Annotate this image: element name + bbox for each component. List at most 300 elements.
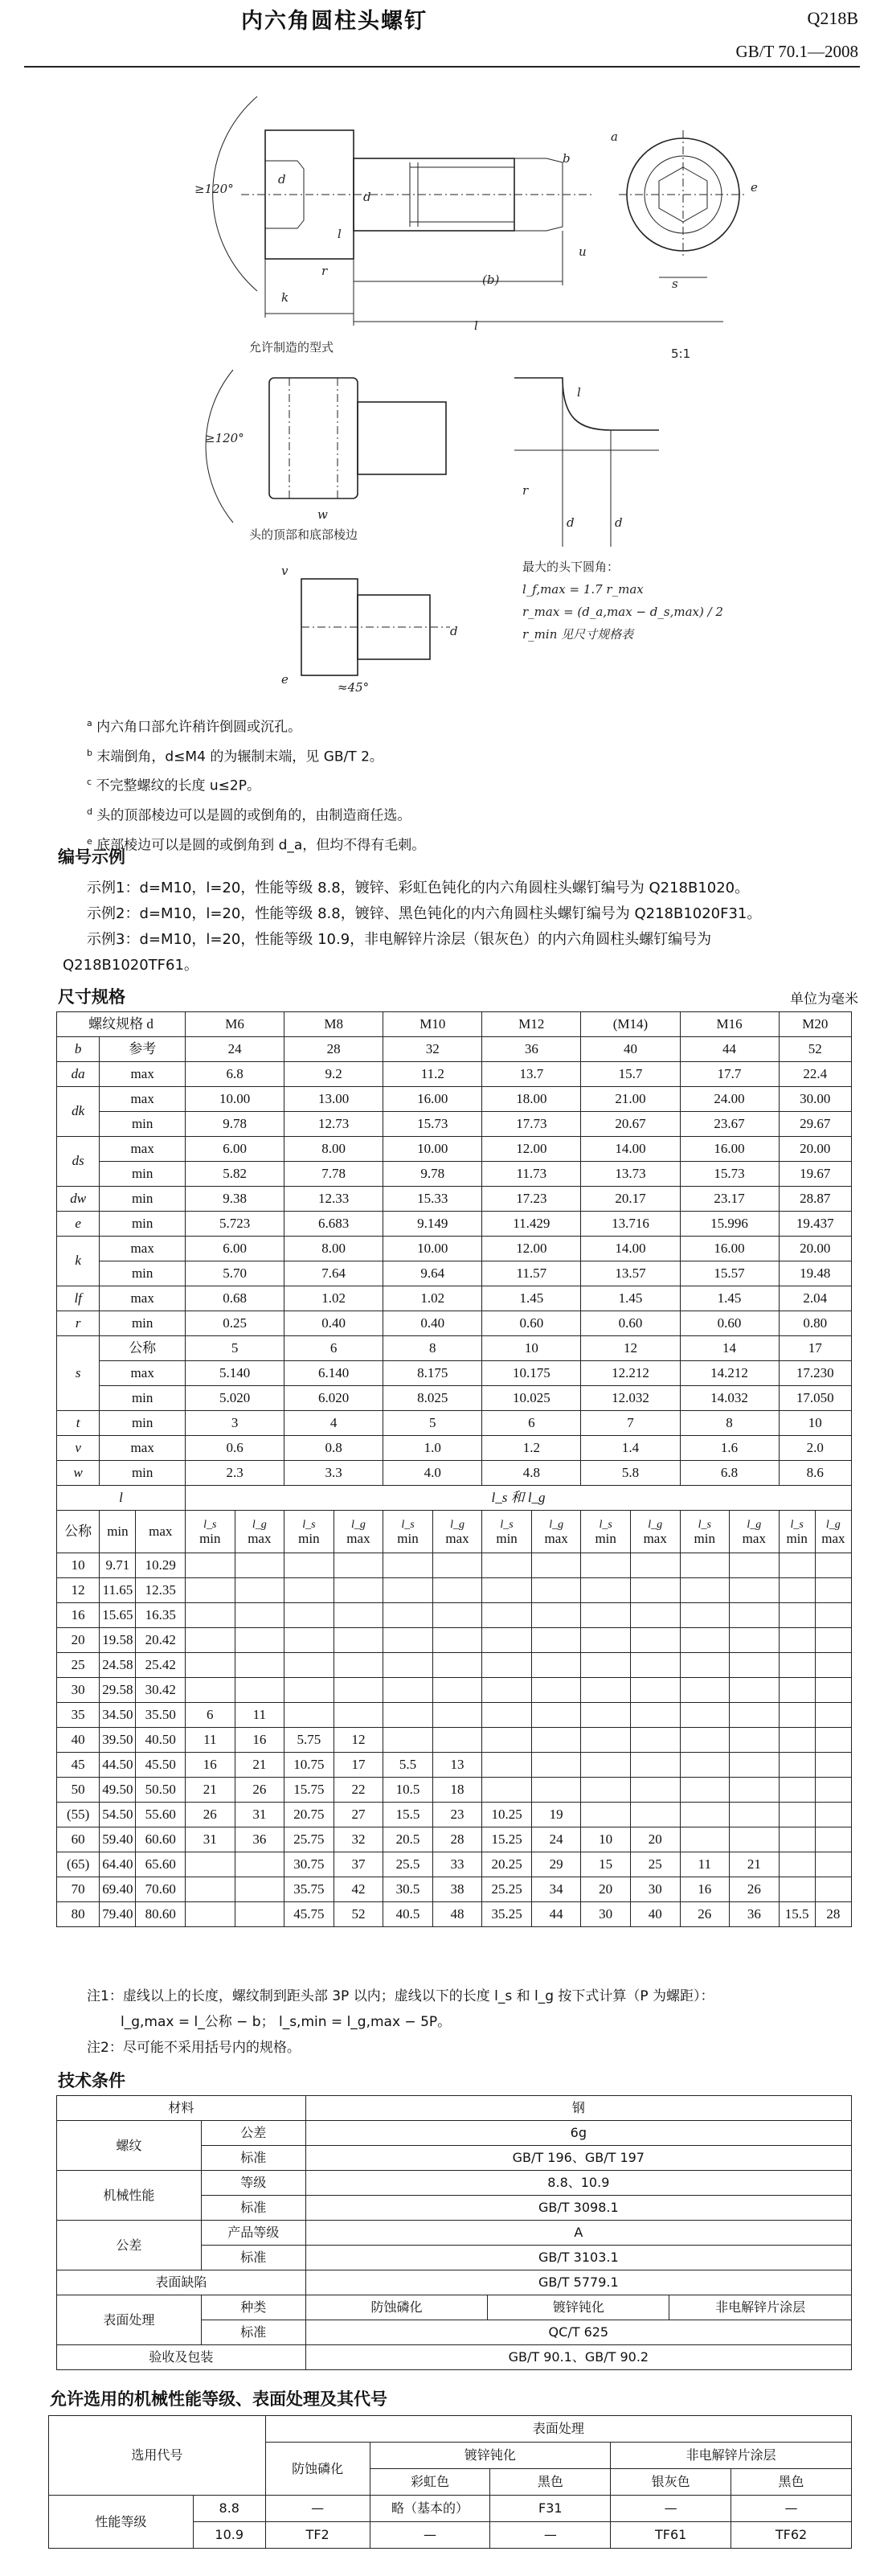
length-row: [57, 1778, 852, 1803]
dimension-value: 2.3: [186, 1461, 284, 1486]
ls-value: [581, 1678, 631, 1703]
ls-value: [383, 1603, 433, 1628]
dimension-qualifier: max: [100, 1436, 186, 1461]
dimension-value: 5: [186, 1336, 284, 1361]
lg-value: [235, 1852, 284, 1877]
dimension-row: [57, 1261, 852, 1286]
lg-value: [334, 1703, 383, 1728]
dimension-qualifier: max: [100, 1286, 186, 1311]
length-value: 80: [57, 1902, 100, 1927]
dimension-value: 0.68: [186, 1286, 284, 1311]
ls-value: [186, 1628, 235, 1653]
lg-value: [531, 1578, 581, 1603]
tech-table: [56, 2095, 852, 2370]
lg-value: [432, 1553, 482, 1578]
length-row: [57, 1877, 852, 1902]
svg-text:l: l: [338, 227, 342, 241]
dimension-value: 23.67: [680, 1112, 779, 1137]
tech-row-tol-grade: 公差 产品等级 A: [57, 2221, 852, 2246]
size-header: M20: [779, 1012, 851, 1037]
ls-value: [680, 1778, 730, 1803]
dimension-value: 15.33: [383, 1187, 482, 1212]
dimension-value: 9.38: [186, 1187, 284, 1212]
svg-text:≈45°: ≈45°: [338, 680, 370, 695]
ls-value: [680, 1703, 730, 1728]
standard-number: GB/T 70.1—2008: [735, 42, 858, 61]
ls-value: [779, 1728, 815, 1753]
lg-value: [531, 1778, 581, 1803]
svg-text:d: d: [567, 515, 575, 530]
ls-value: [581, 1778, 631, 1803]
lg-value: [815, 1603, 851, 1628]
ls-value: 5.75: [284, 1728, 334, 1753]
lg-value: [730, 1678, 780, 1703]
unit-label: 单位为毫米: [790, 991, 858, 1007]
dimension-value: 12.212: [581, 1361, 680, 1386]
dimension-value: 9.2: [284, 1062, 383, 1087]
dimension-value: 28: [284, 1037, 383, 1062]
dimension-value: 28.87: [779, 1187, 851, 1212]
dimension-value: 8.00: [284, 1137, 383, 1162]
lg-max-header: l_g max: [730, 1511, 780, 1553]
dimension-symbol: r: [57, 1311, 100, 1336]
dimension-value: 15.73: [680, 1162, 779, 1187]
ls-value: [779, 1852, 815, 1877]
dimension-value: 18.00: [482, 1087, 581, 1112]
radius-formula-3: r_min 见尺寸规格表: [522, 627, 634, 642]
length-value: 9.71: [100, 1553, 136, 1578]
dimension-qualifier: 公称: [100, 1336, 186, 1361]
dimension-symbol: lf: [57, 1286, 100, 1311]
svg-text:(b): (b): [482, 273, 500, 287]
length-row: [57, 1753, 852, 1778]
ls-value: [383, 1553, 433, 1578]
lg-max-header: l_g max: [815, 1511, 851, 1553]
lg-value: [815, 1553, 851, 1578]
length-value: 60: [57, 1827, 100, 1852]
lg-value: 52: [334, 1902, 383, 1927]
dimension-qualifier: min: [100, 1311, 186, 1336]
length-value: 11.65: [100, 1578, 136, 1603]
ls-value: [680, 1603, 730, 1628]
dimension-value: 6: [284, 1336, 383, 1361]
dimension-value: 13.73: [581, 1162, 680, 1187]
ls-value: [680, 1653, 730, 1678]
ls-min-header: l_s min: [186, 1511, 235, 1553]
length-value: 25.42: [136, 1653, 186, 1678]
ls-value: [284, 1703, 334, 1728]
length-col-header: 公称: [57, 1511, 100, 1553]
dimension-value: 16.00: [383, 1087, 482, 1112]
size-header: M16: [680, 1012, 779, 1037]
lg-value: [432, 1728, 482, 1753]
lg-value: [432, 1653, 482, 1678]
ls-value: [186, 1603, 235, 1628]
ls-value: 25.75: [284, 1827, 334, 1852]
lg-value: [630, 1628, 680, 1653]
svg-text:a: a: [611, 129, 618, 144]
svg-text:d: d: [363, 190, 371, 204]
lg-value: [815, 1628, 851, 1653]
tech-row-tol-std: 标准 GB/T 3103.1: [57, 2246, 852, 2270]
tech-row-defects: 表面缺陷 GB/T 5779.1: [57, 2270, 852, 2295]
lg-value: [432, 1578, 482, 1603]
ls-value: [482, 1753, 532, 1778]
lg-value: 36: [235, 1827, 284, 1852]
dimension-value: 1.45: [680, 1286, 779, 1311]
caption-allowed-forms: 允许制造的型式: [249, 340, 334, 355]
ls-value: 5.5: [383, 1753, 433, 1778]
svg-text:≥120°: ≥120°: [205, 431, 244, 445]
radius-formulas: [522, 560, 723, 642]
ls-value: 40.5: [383, 1902, 433, 1927]
ls-value: [779, 1578, 815, 1603]
length-value: 69.40: [100, 1877, 136, 1902]
ls-value: [482, 1553, 532, 1578]
dimension-row: [57, 1162, 852, 1187]
dimension-row: [57, 1386, 852, 1411]
dimension-value: 1.45: [581, 1286, 680, 1311]
dimension-symbol: da: [57, 1062, 100, 1087]
dimension-value: 10.00: [383, 1237, 482, 1261]
dimension-value: 23.17: [680, 1187, 779, 1212]
ls-value: [482, 1628, 532, 1653]
lg-value: [815, 1578, 851, 1603]
dimension-symbol: dw: [57, 1187, 100, 1212]
ls-value: [284, 1553, 334, 1578]
dimension-value: 10: [482, 1336, 581, 1361]
lg-value: [815, 1778, 851, 1803]
ls-value: [779, 1628, 815, 1653]
lg-value: [630, 1553, 680, 1578]
ls-value: [284, 1578, 334, 1603]
radius-formula-2: r_max = (d_a,max − d_s,max) / 2: [522, 605, 723, 619]
dimension-value: 40: [581, 1037, 680, 1062]
lg-value: [432, 1678, 482, 1703]
dimension-row: [57, 1212, 852, 1237]
dimension-value: 7.64: [284, 1261, 383, 1286]
lg-value: [235, 1553, 284, 1578]
lg-value: [730, 1578, 780, 1603]
ls-value: 16: [680, 1877, 730, 1902]
header-rule: [24, 66, 860, 68]
length-value: 19.58: [100, 1628, 136, 1653]
dimension-value: 1.0: [383, 1436, 482, 1461]
lg-value: 20: [630, 1827, 680, 1852]
dimension-value: 0.25: [186, 1311, 284, 1336]
lg-value: [334, 1578, 383, 1603]
lg-value: [630, 1753, 680, 1778]
dimension-value: 19.437: [779, 1212, 851, 1237]
dimension-value: 9.64: [383, 1261, 482, 1286]
ls-value: 35.75: [284, 1877, 334, 1902]
ls-value: [482, 1778, 532, 1803]
dimension-value: 0.80: [779, 1311, 851, 1336]
svg-text:d: d: [615, 515, 623, 530]
spec-label: 螺纹规格 d: [57, 1012, 186, 1037]
length-row: [57, 1728, 852, 1753]
ls-value: [779, 1553, 815, 1578]
note-c: $^c$ 不完整螺纹的长度 u≤2P。: [87, 777, 260, 794]
dimension-value: 0.60: [680, 1311, 779, 1336]
dimension-value: 30.00: [779, 1087, 851, 1112]
lg-value: [815, 1827, 851, 1852]
lg-value: 40: [630, 1902, 680, 1927]
spec-header-row: [57, 1012, 852, 1037]
ls-value: [779, 1603, 815, 1628]
dimension-value: 5.723: [186, 1212, 284, 1237]
size-header: M6: [186, 1012, 284, 1037]
dimension-row: [57, 1187, 852, 1212]
dimension-value: 13.57: [581, 1261, 680, 1286]
dimension-value: 13.716: [581, 1212, 680, 1237]
example-1: 示例1：d=M10，l=20，性能等级 8.8，镀锌、彩虹色钝化的内六角圆柱头螺钉编号为 Q218B1020。: [87, 880, 750, 896]
lg-value: 26: [730, 1877, 780, 1902]
length-subheader-row: [57, 1511, 852, 1553]
dimension-value: 8.175: [383, 1361, 482, 1386]
ls-value: [482, 1678, 532, 1703]
lg-value: [531, 1678, 581, 1703]
example-2: 示例2：d=M10，l=20，性能等级 8.8，镀锌、黑色钝化的内六角圆柱头螺钉编号为 Q218B1020F31。: [87, 905, 762, 922]
lg-value: 23: [432, 1803, 482, 1827]
ls-value: [581, 1803, 631, 1827]
lg-value: [630, 1578, 680, 1603]
ls-value: [383, 1578, 433, 1603]
lg-value: 16: [235, 1728, 284, 1753]
dimension-row: [57, 1336, 852, 1361]
ls-value: [680, 1728, 730, 1753]
ls-value: [383, 1628, 433, 1653]
ls-value: 30: [581, 1902, 631, 1927]
lg-value: 28: [815, 1902, 851, 1927]
ls-value: [186, 1553, 235, 1578]
detail-view: [514, 347, 690, 547]
ls-value: [779, 1678, 815, 1703]
lg-value: 37: [334, 1852, 383, 1877]
dimension-qualifier: min: [100, 1112, 186, 1137]
lg-value: 12: [334, 1728, 383, 1753]
dimension-value: 0.40: [284, 1311, 383, 1336]
ls-value: [482, 1703, 532, 1728]
dimension-value: 0.60: [581, 1311, 680, 1336]
dimension-value: 8: [680, 1411, 779, 1436]
ls-value: [186, 1877, 235, 1902]
lg-value: [334, 1628, 383, 1653]
ls-value: 15.5: [383, 1803, 433, 1827]
lg-value: [432, 1703, 482, 1728]
ls-value: [779, 1803, 815, 1827]
lg-value: [630, 1703, 680, 1728]
lg-value: [531, 1603, 581, 1628]
table-note-1-formula: l_g,max = l_公称 − b； l_s,min = l_g,max − 5P。: [121, 2014, 452, 2030]
lg-value: [730, 1778, 780, 1803]
length-value: 16: [57, 1603, 100, 1628]
dimension-value: 12.00: [482, 1237, 581, 1261]
size-header: M10: [383, 1012, 482, 1037]
dimension-symbol: e: [57, 1212, 100, 1237]
length-value: 70: [57, 1877, 100, 1902]
dimension-value: 14.00: [581, 1237, 680, 1261]
dimension-value: 7.78: [284, 1162, 383, 1187]
lg-value: [531, 1553, 581, 1578]
svg-text:e: e: [751, 180, 758, 195]
ls-value: [581, 1603, 631, 1628]
svg-text:r: r: [522, 483, 529, 498]
ls-min-header: l_s min: [680, 1511, 730, 1553]
lg-value: [432, 1603, 482, 1628]
dimension-value: 5.140: [186, 1361, 284, 1386]
dimension-row: [57, 1461, 852, 1486]
ls-value: [680, 1827, 730, 1852]
length-row: [57, 1902, 852, 1927]
lg-value: 30: [630, 1877, 680, 1902]
ls-value: [383, 1678, 433, 1703]
dimension-value: 0.40: [383, 1311, 482, 1336]
length-title-row: [57, 1486, 852, 1511]
svg-text:k: k: [281, 290, 289, 305]
dimension-value: 17.73: [482, 1112, 581, 1137]
length-col-header: min: [100, 1511, 136, 1553]
part-code: Q218B: [807, 8, 858, 28]
length-value: 70.60: [136, 1877, 186, 1902]
ls-value: 15: [581, 1852, 631, 1877]
ls-value: [680, 1578, 730, 1603]
lg-value: 24: [531, 1827, 581, 1852]
caption-head-edges: 头的顶部和底部棱边: [249, 527, 358, 542]
dimension-value: 1.2: [482, 1436, 581, 1461]
lg-value: [730, 1653, 780, 1678]
ls-value: 20: [581, 1877, 631, 1902]
length-value: 55.60: [136, 1803, 186, 1827]
svg-text:u: u: [579, 244, 587, 259]
note-b: $^b$ 末端倒角，d≤M4 的为辗制末端，见 GB/T 2。: [87, 747, 383, 765]
length-value: 45.50: [136, 1753, 186, 1778]
dimension-value: 17.050: [779, 1386, 851, 1411]
end-view: [611, 129, 758, 291]
dimension-value: 17.23: [482, 1187, 581, 1212]
example-3-cont: Q218B1020TF61。: [63, 957, 198, 974]
length-value: 20.42: [136, 1628, 186, 1653]
dimension-value: 52: [779, 1037, 851, 1062]
lg-value: [630, 1603, 680, 1628]
ls-value: [779, 1778, 815, 1803]
dimension-symbol: b: [57, 1037, 100, 1062]
ls-value: [779, 1753, 815, 1778]
ls-value: 15.25: [482, 1827, 532, 1852]
dimension-value: 22.4: [779, 1062, 851, 1087]
ls-value: [186, 1902, 235, 1927]
length-value: 15.65: [100, 1603, 136, 1628]
lg-value: 25: [630, 1852, 680, 1877]
dimension-qualifier: 参考: [100, 1037, 186, 1062]
dimension-value: 36: [482, 1037, 581, 1062]
dimension-value: 6.140: [284, 1361, 383, 1386]
dimension-value: 17.230: [779, 1361, 851, 1386]
length-row: [57, 1578, 852, 1603]
lg-value: [235, 1902, 284, 1927]
dimension-value: 7: [581, 1411, 680, 1436]
table-note-1: 注1：虚线以上的长度，螺纹制到距头部 3P 以内；虚线以下的长度 l_s 和 l_g 按下式计算（P 为螺距）：: [87, 1988, 714, 2004]
dimension-value: 0.60: [482, 1311, 581, 1336]
ls-value: [680, 1753, 730, 1778]
ls-value: 10.75: [284, 1753, 334, 1778]
lg-value: 21: [235, 1753, 284, 1778]
lg-max-header: l_g max: [531, 1511, 581, 1553]
length-value: 54.50: [100, 1803, 136, 1827]
dimension-value: 14.032: [680, 1386, 779, 1411]
dimension-value: 5.020: [186, 1386, 284, 1411]
dimension-value: 29.67: [779, 1112, 851, 1137]
length-value: (65): [57, 1852, 100, 1877]
ls-value: 25.25: [482, 1877, 532, 1902]
lg-value: 22: [334, 1778, 383, 1803]
dimension-value: 14: [680, 1336, 779, 1361]
svg-text:≥120°: ≥120°: [194, 182, 234, 196]
svg-text:r: r: [321, 264, 328, 278]
ls-value: [680, 1803, 730, 1827]
options-header-2: 防蚀磷化 镀锌钝化 非电解锌片涂层: [49, 2443, 852, 2469]
lg-value: [334, 1678, 383, 1703]
lg-value: [730, 1803, 780, 1827]
length-value: 49.50: [100, 1778, 136, 1803]
length-row: [57, 1603, 852, 1628]
dimension-value: 6.020: [284, 1386, 383, 1411]
ls-value: [779, 1653, 815, 1678]
svg-text:d: d: [450, 624, 458, 638]
lg-value: [531, 1703, 581, 1728]
lg-value: [235, 1578, 284, 1603]
lg-value: [730, 1753, 780, 1778]
ls-value: [581, 1553, 631, 1578]
dimension-value: 3.3: [284, 1461, 383, 1486]
lg-value: [531, 1628, 581, 1653]
lg-value: [730, 1827, 780, 1852]
ls-value: [482, 1578, 532, 1603]
dimension-value: 3: [186, 1411, 284, 1436]
lg-value: [815, 1678, 851, 1703]
lg-value: [630, 1728, 680, 1753]
dimension-value: 8.6: [779, 1461, 851, 1486]
dimension-row: [57, 1237, 852, 1261]
dimension-symbol: t: [57, 1411, 100, 1436]
length-value: 79.40: [100, 1902, 136, 1927]
dimension-value: 0.8: [284, 1436, 383, 1461]
ls-value: [482, 1653, 532, 1678]
ls-min-header: l_s min: [284, 1511, 334, 1553]
dimension-qualifier: max: [100, 1361, 186, 1386]
lg-value: 19: [531, 1803, 581, 1827]
lg-value: [334, 1603, 383, 1628]
side-view: [194, 96, 723, 333]
dimension-qualifier: max: [100, 1237, 186, 1261]
ls-value: [284, 1678, 334, 1703]
detail-scale: 5:1: [671, 347, 691, 361]
dimension-value: 5.70: [186, 1261, 284, 1286]
technical-drawing: [0, 72, 884, 699]
dimension-value: 17.7: [680, 1062, 779, 1087]
ls-value: [779, 1703, 815, 1728]
ls-min-header: l_s min: [383, 1511, 433, 1553]
ls-value: [581, 1728, 631, 1753]
dimension-value: 2.0: [779, 1436, 851, 1461]
dimension-value: 20.67: [581, 1112, 680, 1137]
ls-value: 35.25: [482, 1902, 532, 1927]
dimension-value: 8.00: [284, 1237, 383, 1261]
dimension-qualifier: max: [100, 1062, 186, 1087]
dimension-qualifier: min: [100, 1411, 186, 1436]
ls-value: [284, 1628, 334, 1653]
length-value: 45: [57, 1753, 100, 1778]
